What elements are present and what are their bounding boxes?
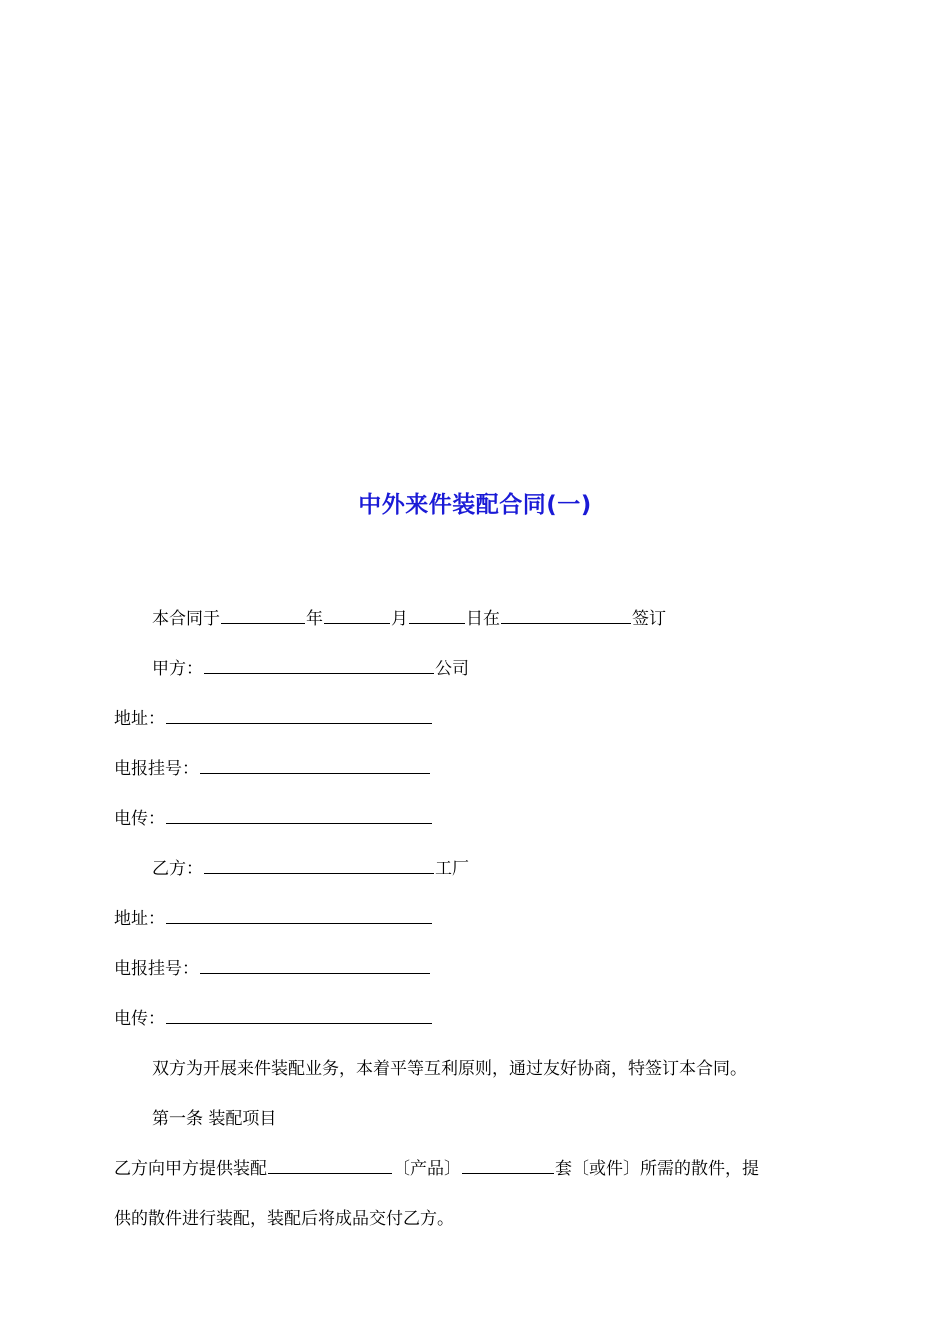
article-1-text-a: 乙方向甲方提供装配 bbox=[114, 1159, 267, 1179]
party-b-suffix: 工厂 bbox=[435, 859, 469, 879]
article-1-line-1 bbox=[114, 1158, 759, 1180]
party-a-fax-line bbox=[114, 808, 433, 830]
party-b-fax-blank bbox=[166, 1009, 432, 1024]
party-b-fax-line bbox=[114, 1008, 433, 1030]
day-blank bbox=[409, 609, 465, 624]
month-blank bbox=[324, 609, 390, 624]
page-title: 中外来件装配合同(一) bbox=[358, 492, 592, 518]
article-1-heading: 第一条 装配项目 bbox=[152, 1109, 277, 1129]
party-b-address-label: 地址： bbox=[114, 909, 165, 929]
intro-text-3: 月 bbox=[391, 609, 408, 629]
party-b-telegraph-line bbox=[114, 958, 431, 980]
year-blank bbox=[221, 609, 305, 624]
place-blank bbox=[501, 609, 631, 624]
party-a-telegraph-blank bbox=[200, 759, 430, 774]
preamble-paragraph: 双方为开展来件装配业务，本着平等互利原则，通过友好协商，特签订本合同。 bbox=[152, 1059, 747, 1079]
party-a-fax-label: 电传： bbox=[114, 809, 165, 829]
intro-text-4: 日在 bbox=[466, 609, 500, 629]
intro-text-2: 年 bbox=[306, 609, 323, 629]
party-b-address-blank bbox=[166, 909, 432, 924]
intro-text-1: 本合同于 bbox=[152, 609, 220, 629]
quantity-blank bbox=[462, 1159, 554, 1174]
party-b-telegraph-blank bbox=[200, 959, 430, 974]
party-a-telegraph-label: 电报挂号： bbox=[114, 759, 199, 779]
party-a-address-label: 地址： bbox=[114, 709, 165, 729]
party-a-telegraph-line bbox=[114, 758, 431, 780]
contract-date-line bbox=[152, 608, 666, 630]
party-a-suffix: 公司 bbox=[435, 659, 469, 679]
article-1-text-b: 〔产品〕 bbox=[393, 1159, 461, 1179]
party-a-address-blank bbox=[166, 709, 432, 724]
intro-text-5: 签订 bbox=[632, 609, 666, 629]
party-a-line bbox=[152, 658, 469, 680]
party-b-telegraph-label: 电报挂号： bbox=[114, 959, 199, 979]
party-a-address-line bbox=[114, 708, 433, 730]
party-b-line bbox=[152, 858, 469, 880]
article-1-text-c: 套〔或件〕所需的散件，提 bbox=[555, 1159, 759, 1179]
party-a-label: 甲方： bbox=[152, 659, 203, 679]
party-b-address-line bbox=[114, 908, 433, 930]
product-blank bbox=[268, 1159, 392, 1174]
article-1-line-2: 供的散件进行装配，装配后将成品交付乙方。 bbox=[114, 1209, 454, 1229]
party-b-label: 乙方： bbox=[152, 859, 203, 879]
party-a-fax-blank bbox=[166, 809, 432, 824]
party-b-fax-label: 电传： bbox=[114, 1009, 165, 1029]
party-b-name-blank bbox=[204, 859, 434, 874]
party-a-name-blank bbox=[204, 659, 434, 674]
